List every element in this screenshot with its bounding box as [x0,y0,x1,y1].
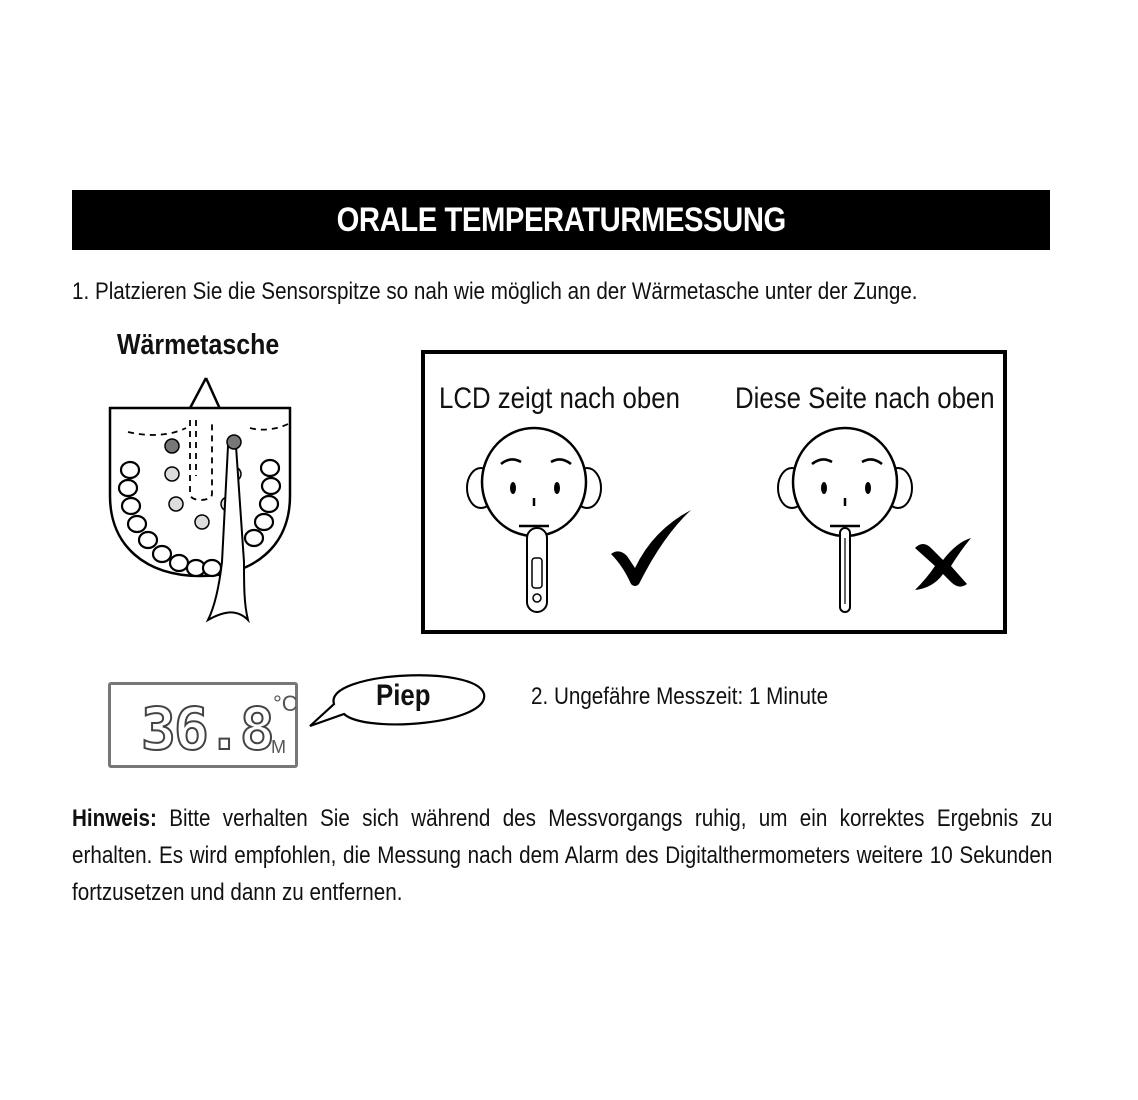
beep-label: Piep [376,679,431,712]
check-icon [609,506,693,590]
step-1-instruction: 1. Platzieren Sie die Sensorspitze so nah wie möglich an der Wärmetasche unter der Zunge. [72,278,918,305]
face-side-up-illustration [770,426,920,616]
mouth-diagram [104,376,304,624]
note-paragraph [72,800,1052,911]
cross-icon [911,534,975,592]
page-title: ORALE TEMPERATURMESSUNG [336,200,786,239]
orientation-panel [421,350,1007,634]
lcd-unit: °C [273,691,298,716]
note-label: Hinweis: [72,805,157,832]
face-lcd-up-illustration [459,426,609,616]
step-2-instruction: 2. Ungefähre Messzeit: 1 Minute [531,683,829,710]
lcd-reading: 36.8 [141,695,273,763]
note-text: Bitte verhalten Sie sich während des Messvorgangs ruhig, um ein korrektes Ergebnis zu erhalten. Es wird empfohlen, die Messung nach dem Alarm des Digitalthermometers weitere 10 Sekunden fortzusetzen und dann zu entfernen. [72,805,1053,906]
lcd-memory-indicator: M [271,737,286,757]
lcd-up-label: LCD zeigt nach oben [439,382,680,415]
heat-pocket-label: Wärmetasche [117,329,280,361]
lcd-display [108,682,298,768]
title-bar [72,190,1050,250]
this-side-up-label: Diese Seite nach oben [735,382,995,415]
